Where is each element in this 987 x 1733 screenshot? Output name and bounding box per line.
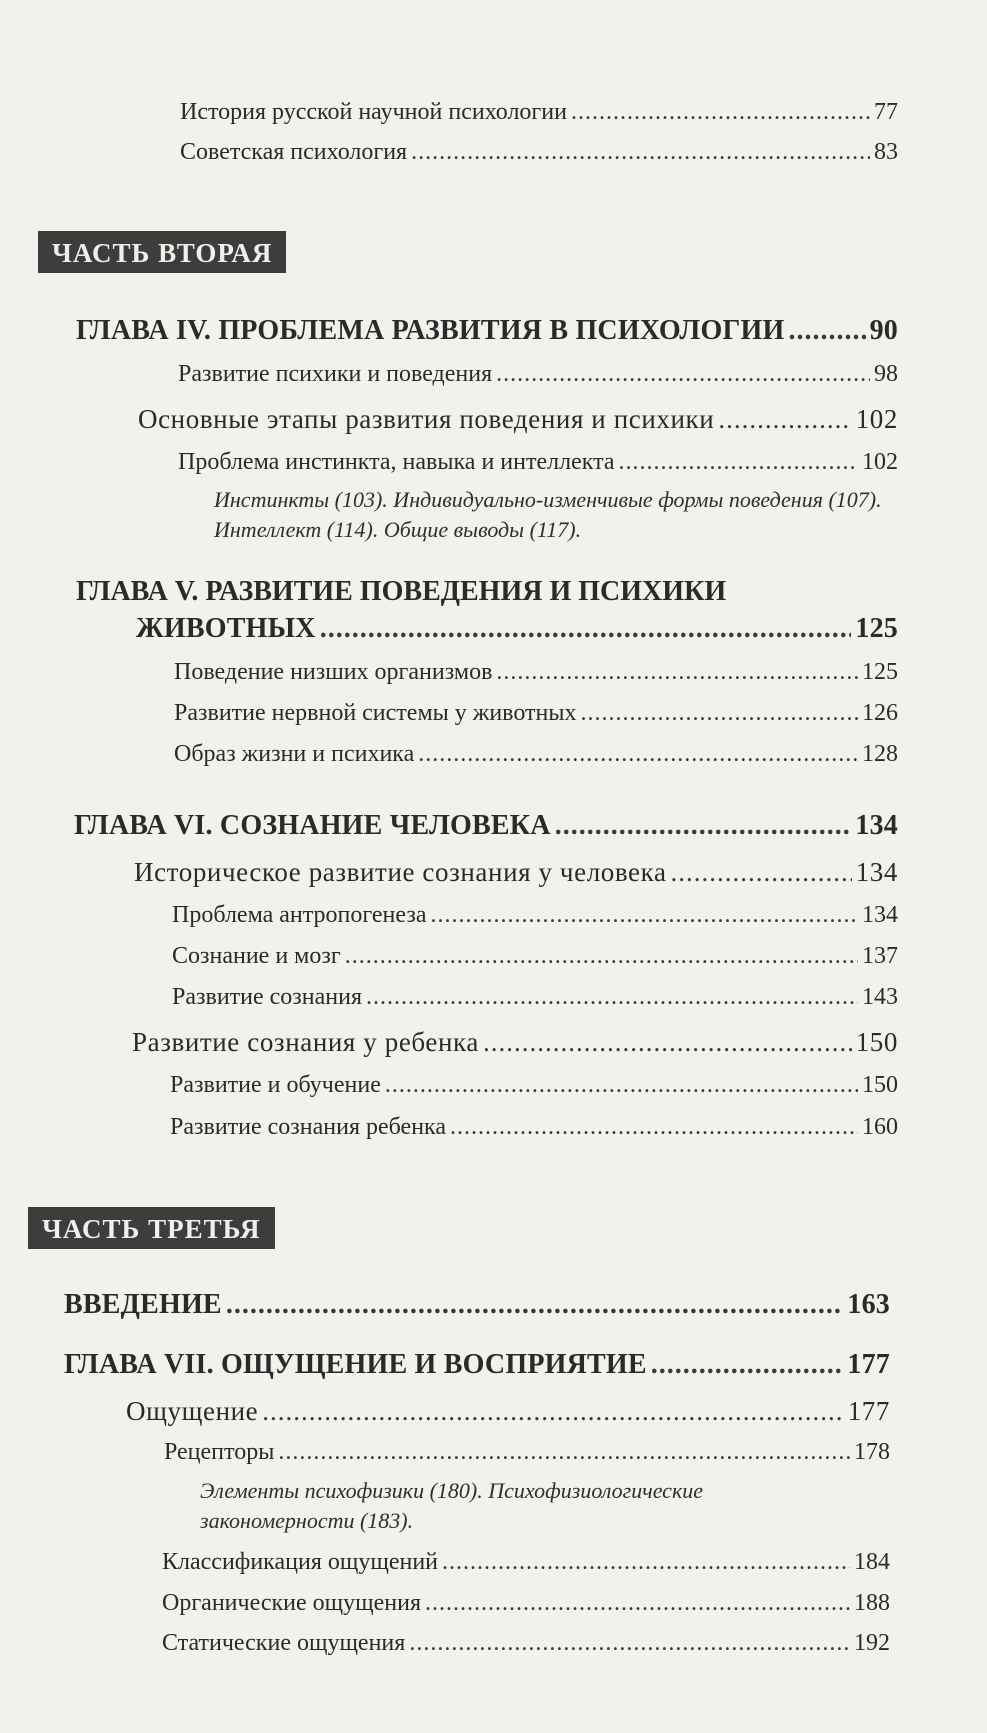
entry-page: 150 xyxy=(862,1072,898,1098)
toc-section[interactable] xyxy=(138,404,898,434)
toc-entry[interactable] xyxy=(170,1112,898,1142)
entry-title: Сознание и мозг xyxy=(172,943,341,969)
chapter-page: 177 xyxy=(847,1349,890,1380)
entry-page: 98 xyxy=(874,361,898,387)
leader-dots xyxy=(581,698,859,728)
leader-dots xyxy=(619,447,859,477)
toc-entry[interactable] xyxy=(162,1547,890,1577)
chapter-title: ВВЕДЕНИЕ xyxy=(64,1289,222,1320)
leader-dots xyxy=(671,857,852,887)
toc-entry[interactable] xyxy=(178,359,898,389)
toc-entry[interactable] xyxy=(174,657,898,687)
toc-entry[interactable] xyxy=(178,447,898,477)
leader-dots xyxy=(571,97,870,127)
section-title: Развитие сознания у ребенка xyxy=(132,1027,479,1057)
chapter-title: ГЛАВА IV. ПРОБЛЕМА РАЗВИТИЯ В ПСИХОЛОГИИ xyxy=(76,315,785,346)
entry-title: Развитие сознания ребенка xyxy=(170,1114,446,1140)
toc-chapter[interactable] xyxy=(64,1350,890,1380)
entry-title: Развитие и обучение xyxy=(170,1072,381,1098)
entry-page: 77 xyxy=(874,99,898,125)
part-heading: ЧАСТЬ ВТОРАЯ xyxy=(38,231,286,273)
leader-dots xyxy=(450,1112,858,1142)
leader-dots xyxy=(366,982,858,1012)
entry-page: 160 xyxy=(862,1114,898,1140)
leader-dots xyxy=(483,1027,852,1057)
chapter-page: 134 xyxy=(855,810,898,841)
leader-dots xyxy=(496,657,858,687)
entry-title: Классификация ощущений xyxy=(162,1549,438,1575)
entry-title: Советская психология xyxy=(180,139,408,165)
leader-dots xyxy=(496,359,870,389)
section-title: Основные этапы развития поведения и психики xyxy=(138,404,715,434)
chapter-title-line2: ЖИВОТНЫХ xyxy=(136,613,316,644)
section-page: 102 xyxy=(855,404,898,434)
leader-dots xyxy=(651,1350,844,1380)
toc-chapter[interactable] xyxy=(64,1290,890,1320)
toc-section[interactable] xyxy=(132,1027,898,1057)
toc-entry[interactable] xyxy=(172,982,898,1012)
section-title: Историческое развитие сознания у человека xyxy=(134,857,667,887)
toc-entry[interactable] xyxy=(164,1437,890,1467)
entry-title: Развитие нервной системы у животных xyxy=(174,700,577,726)
toc-chapter[interactable] xyxy=(136,614,898,644)
subtopics-note: Элементы психофизики (180). Психофизиологические закономерности (183). xyxy=(200,1478,704,1533)
leader-dots xyxy=(418,739,858,769)
entry-title: Развитие психики и поведения xyxy=(178,361,493,387)
entry-page: 134 xyxy=(862,902,898,928)
toc-chapter[interactable] xyxy=(74,811,898,841)
section-page: 150 xyxy=(855,1027,898,1057)
entry-page: 102 xyxy=(862,449,898,475)
toc-chapter[interactable] xyxy=(76,316,898,346)
chapter-title: ГЛАВА VI. СОЗНАНИЕ ЧЕЛОВЕКА xyxy=(74,810,551,841)
toc-entry[interactable] xyxy=(170,1070,898,1100)
toc-entry[interactable] xyxy=(172,941,898,971)
leader-dots xyxy=(345,941,858,971)
section-page: 177 xyxy=(847,1396,890,1426)
entry-title: Проблема антропогенеза xyxy=(172,902,427,928)
toc-entry[interactable] xyxy=(180,137,898,167)
leader-dots xyxy=(788,316,865,346)
entry-page: 143 xyxy=(862,984,898,1010)
chapter-page: 163 xyxy=(847,1289,890,1320)
leader-dots xyxy=(718,404,851,434)
toc-entry[interactable] xyxy=(180,97,898,127)
entry-page: 128 xyxy=(862,741,898,767)
entry-page: 184 xyxy=(854,1549,890,1575)
entry-page: 126 xyxy=(862,700,898,726)
entry-title: Органические ощущения xyxy=(162,1590,421,1616)
leader-dots xyxy=(226,1290,844,1320)
leader-dots xyxy=(320,614,852,644)
toc-section[interactable] xyxy=(134,857,898,887)
toc-entry[interactable] xyxy=(162,1588,890,1618)
section-title: Ощущение xyxy=(126,1396,259,1426)
entry-title: Статические ощущения xyxy=(162,1630,406,1656)
entry-page: 178 xyxy=(854,1439,890,1465)
leader-dots xyxy=(262,1396,843,1426)
leader-dots xyxy=(430,900,858,930)
entry-title: Рецепторы xyxy=(164,1439,275,1465)
entry-title: Развитие сознания xyxy=(172,984,362,1010)
entry-title: Проблема инстинкта, навыка и интеллекта xyxy=(178,449,615,475)
section-page: 134 xyxy=(855,857,898,887)
toc-entry[interactable] xyxy=(174,739,898,769)
entry-title: Поведение низших организмов xyxy=(174,659,493,685)
entry-page: 83 xyxy=(874,139,898,165)
leader-dots xyxy=(385,1070,858,1100)
toc-section[interactable] xyxy=(126,1396,890,1426)
leader-dots xyxy=(555,811,852,841)
leader-dots xyxy=(442,1547,850,1577)
entry-page: 188 xyxy=(854,1590,890,1616)
toc-entry[interactable] xyxy=(174,698,898,728)
leader-dots xyxy=(409,1628,850,1658)
entry-title: История русской научной психологии xyxy=(180,99,567,125)
leader-dots xyxy=(425,1588,850,1618)
part-heading: ЧАСТЬ ТРЕТЬЯ xyxy=(28,1207,275,1249)
chapter-title-line1: ГЛАВА V. РАЗВИТИЕ ПОВЕДЕНИЯ И ПСИХИКИ xyxy=(76,576,727,607)
toc-entry[interactable] xyxy=(172,900,898,930)
entry-page: 125 xyxy=(862,659,898,685)
toc-entry[interactable] xyxy=(162,1628,890,1658)
subtopics-note: Инстинкты (103). Индивидуально-изменчивые формы поведения (107). Интеллект (114). Общие выводы (117). xyxy=(214,487,882,542)
chapter-page: 125 xyxy=(855,613,898,644)
entry-page: 192 xyxy=(854,1630,890,1656)
leader-dots xyxy=(278,1437,850,1467)
chapter-page: 90 xyxy=(869,315,898,346)
entry-title: Образ жизни и психика xyxy=(174,741,415,767)
chapter-title: ГЛАВА VII. ОЩУЩЕНИЕ И ВОСПРИЯТИЕ xyxy=(64,1349,647,1380)
leader-dots xyxy=(411,137,870,167)
entry-page: 137 xyxy=(862,943,898,969)
